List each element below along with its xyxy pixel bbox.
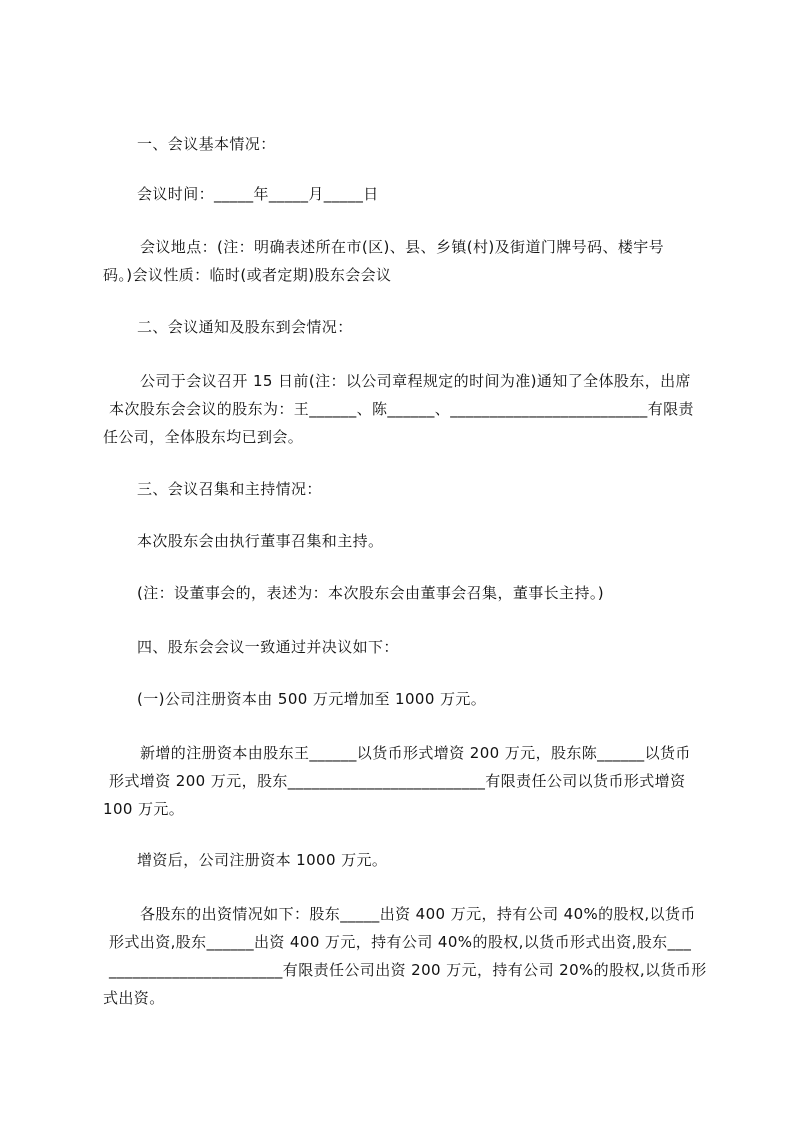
capital-increase-paragraph bbox=[103, 739, 693, 823]
contrib-line-4: 式出资。 bbox=[103, 989, 165, 1007]
resolution-1-text: (一)公司注册资本由 500 万元增加至 1000 万元。 bbox=[137, 690, 487, 708]
meeting-time-text: 会议时间：_____年_____月_____日 bbox=[137, 185, 379, 203]
capital-line-1: 新增的注册资本由股东王______以货币形式增资 200 万元，股东陈______以货币 bbox=[140, 744, 691, 762]
notice-line-1: 公司于会议召开 15 日前(注：以公司章程规定的时间为准)通知了全体股东，出席 bbox=[140, 372, 691, 390]
heading-text: 四、股东会会议一致通过并决议如下： bbox=[137, 638, 399, 656]
meeting-place-line-2: 码。)会议性质：临时(或者定期)股东会会议 bbox=[103, 266, 392, 284]
notice-line-3: 任公司，全体股东均已到会。 bbox=[103, 428, 304, 446]
capital-line-3: 100 万元。 bbox=[103, 800, 185, 818]
contrib-line-2: 形式出资,股东______出资 400 万元，持有公司 40%的股权,以货币形式出资,股东___ bbox=[109, 933, 692, 951]
notice-line-2: 本次股东会会议的股东为：王______、陈______、_________________________有限责 bbox=[109, 400, 694, 418]
contribution-paragraph bbox=[103, 900, 707, 1012]
heading-text: 二、会议通知及股东到会情况： bbox=[137, 318, 353, 336]
section-heading-convene bbox=[103, 475, 693, 503]
section-heading-notice bbox=[103, 313, 693, 341]
contrib-line-3: ______________________有限责任公司出资 200 万元，持有公司 20%的股权,以货币形 bbox=[109, 961, 707, 979]
capital-line-2: 形式增资 200 万元，股东_________________________有限责任公司以货币形式增资 bbox=[109, 772, 686, 790]
heading-text: 三、会议召集和主持情况： bbox=[137, 480, 322, 498]
meeting-place-line-1: 会议地点：(注：明确表述所在市(区)、县、乡镇(村)及街道门牌号码、楼宇号 bbox=[140, 238, 665, 256]
convene-note bbox=[103, 579, 693, 607]
convene-note-text: (注：设董事会的，表述为：本次股东会由董事会召集，董事长主持。) bbox=[137, 584, 605, 602]
after-capital-text: 增资后，公司注册资本 1000 万元。 bbox=[137, 851, 388, 869]
meeting-time bbox=[103, 180, 693, 208]
convene-text: 本次股东会由执行董事召集和主持。 bbox=[137, 532, 384, 550]
convene-paragraph bbox=[103, 527, 693, 555]
section-heading-resolutions bbox=[103, 633, 693, 661]
contrib-line-1: 各股东的出资情况如下：股东_____出资 400 万元，持有公司 40%的股权,以货币 bbox=[140, 905, 696, 923]
heading-text: 一、会议基本情况： bbox=[137, 135, 276, 153]
after-capital-paragraph bbox=[103, 846, 693, 874]
resolution-1 bbox=[103, 685, 693, 713]
section-heading-basic-info bbox=[103, 130, 693, 158]
meeting-place-nature bbox=[103, 233, 693, 289]
notice-paragraph bbox=[103, 367, 693, 451]
